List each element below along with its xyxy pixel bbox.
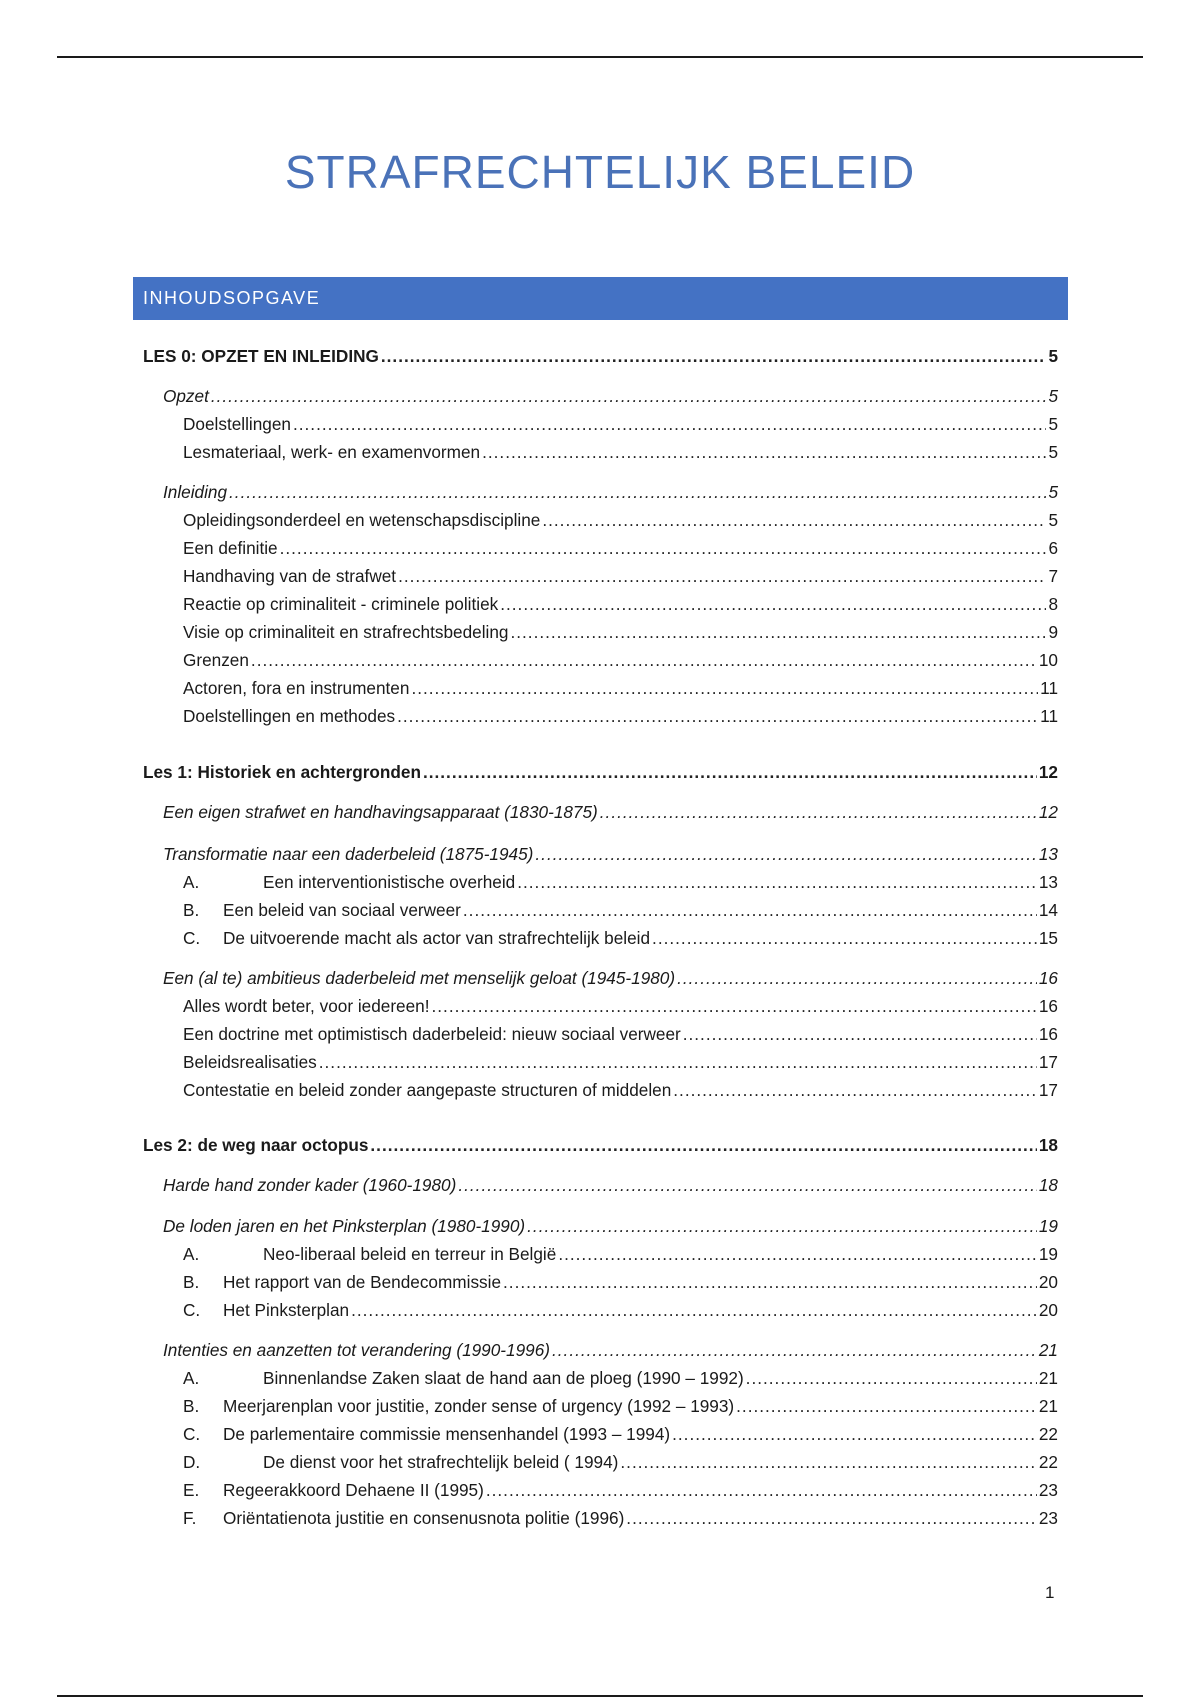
toc-entry-title: Een eigen strafwet en handhavingsapparaat (1830-1875) xyxy=(163,802,598,822)
toc-entry-title: Actoren, fora en instrumenten xyxy=(183,678,410,698)
toc-entry-page: 18 xyxy=(1038,1135,1058,1155)
toc-entry-opzet[interactable] xyxy=(163,385,1058,407)
toc-entry-title: Beleidsrealisaties xyxy=(183,1052,317,1072)
toc-entry-title: Handhaving van de strafwet xyxy=(183,566,397,586)
toc-entry-page: 20 xyxy=(1038,1272,1058,1292)
toc-entry-title: Oriëntatienota justitie en consenusnota politie (1996) xyxy=(223,1508,625,1528)
toc-entry-title: De uitvoerende macht als actor van strafrechtelijk beleid xyxy=(223,928,651,948)
toc-entry[interactable] xyxy=(183,565,1058,587)
toc-entry[interactable] xyxy=(183,705,1058,727)
toc-entry-page: 22 xyxy=(1038,1452,1058,1472)
toc-entry-page: 16 xyxy=(1038,1024,1058,1044)
toc-entry-page: 17 xyxy=(1038,1052,1058,1072)
toc-entry[interactable] xyxy=(183,1395,1058,1417)
toc-entry-page: 23 xyxy=(1038,1508,1058,1528)
toc-entry[interactable] xyxy=(183,537,1058,559)
toc-entry-page: 22 xyxy=(1038,1424,1058,1444)
toc-entry[interactable] xyxy=(183,677,1058,699)
toc-entry-title: Contestatie en beleid zonder aangepaste structuren of middelen xyxy=(183,1080,672,1100)
toc-entry-page: 19 xyxy=(1038,1216,1058,1236)
toc-entry[interactable] xyxy=(183,649,1058,671)
toc-entry-les0[interactable] xyxy=(143,345,1058,367)
toc-entry[interactable] xyxy=(163,1215,1058,1237)
toc-entry-page: 19 xyxy=(1038,1244,1058,1264)
toc-entry[interactable] xyxy=(183,871,1058,893)
toc-entry-page: 11 xyxy=(1040,678,1058,698)
toc-entry-page: 14 xyxy=(1038,900,1058,920)
toc-entry[interactable] xyxy=(163,1339,1058,1361)
toc-entry-label: B. xyxy=(183,900,200,920)
toc-entry[interactable] xyxy=(183,1451,1058,1473)
toc-entry[interactable] xyxy=(183,593,1058,615)
toc-entry-les1[interactable] xyxy=(143,761,1058,783)
toc-entry-title: De loden jaren en het Pinksterplan (1980-1990) xyxy=(163,1216,526,1236)
toc-entry-label: A. xyxy=(183,1368,200,1388)
toc-entry[interactable] xyxy=(183,899,1058,921)
toc-entry-page: 11 xyxy=(1040,706,1058,726)
toc-entry-page: 12 xyxy=(1038,802,1058,822)
toc-entry-title: Meerjarenplan voor justitie, zonder sense of urgency (1992 – 1993) xyxy=(223,1396,735,1416)
toc-entry-title: Doelstellingen xyxy=(183,414,291,434)
toc-entry-title: Het rapport van de Bendecommissie xyxy=(223,1272,502,1292)
toc-entry-title: Een beleid van sociaal verweer xyxy=(223,900,461,920)
toc-entry-title: Harde hand zonder kader (1960-1980) xyxy=(163,1175,457,1195)
toc-entry-label: A. xyxy=(183,1244,200,1264)
toc-entry[interactable] xyxy=(183,441,1058,463)
toc-entry[interactable] xyxy=(163,843,1058,865)
toc-entry-title: Visie op criminaliteit en strafrechtsbedeling xyxy=(183,622,509,642)
toc-entry-title: Regeerakkoord Dehaene II (1995) xyxy=(223,1480,484,1500)
toc-entry-page: 13 xyxy=(1038,872,1058,892)
toc-entry[interactable] xyxy=(183,1299,1058,1321)
toc-entry[interactable] xyxy=(183,927,1058,949)
toc-entry[interactable] xyxy=(183,1479,1058,1501)
toc-entry-page: 23 xyxy=(1038,1480,1058,1500)
toc-entry-title: De parlementaire commissie mensenhandel (1993 – 1994) xyxy=(223,1424,671,1444)
document-title: STRAFRECHTELIJK BELEID xyxy=(284,146,916,198)
toc-entry[interactable] xyxy=(183,1423,1058,1445)
toc-entry-title: Alles wordt beter, voor iedereen! xyxy=(183,996,430,1016)
toc-entry-page: 13 xyxy=(1038,844,1058,864)
toc-entry[interactable] xyxy=(183,413,1058,435)
toc-entry-inleiding[interactable] xyxy=(163,481,1058,503)
toc-entry-page: 5 xyxy=(1048,510,1058,530)
toc-entry-label: E. xyxy=(183,1480,200,1500)
toc-entry[interactable] xyxy=(183,1079,1058,1101)
toc-entry-title: Lesmateriaal, werk- en examenvormen xyxy=(183,442,481,462)
toc-entry-title: Inleiding xyxy=(163,482,228,502)
toc-entry-page: 7 xyxy=(1048,566,1058,586)
toc-entry[interactable] xyxy=(183,1507,1058,1529)
toc-entry-label: D. xyxy=(183,1452,201,1472)
toc-entry-title: Een (al te) ambitieus daderbeleid met menselijk geloat (1945-1980) xyxy=(163,968,676,988)
toc-entry-les2[interactable] xyxy=(143,1134,1058,1156)
toc-entry[interactable] xyxy=(163,1174,1058,1196)
toc-entry-label: B. xyxy=(183,1272,200,1292)
toc-entry[interactable] xyxy=(183,1271,1058,1293)
toc-entry-label: C. xyxy=(183,1300,201,1320)
toc-entry-title: Een interventionistische overheid xyxy=(263,872,516,892)
toc-entry-title: Les 1: Historiek en achtergronden xyxy=(143,762,421,782)
toc-entry-page: 5 xyxy=(1048,414,1058,434)
toc-entry-title: Een doctrine met optimistisch daderbeleid: nieuw sociaal verweer xyxy=(183,1024,681,1044)
toc-entry-label: B. xyxy=(183,1396,200,1416)
toc-entry-title: Een definitie xyxy=(183,538,278,558)
toc-entry-title: Opzet xyxy=(163,386,209,406)
toc-entry-page: 5 xyxy=(1048,482,1058,502)
toc-entry-title: Neo-liberaal beleid en terreur in België xyxy=(263,1244,557,1264)
toc-entry-page: 15 xyxy=(1038,928,1058,948)
toc-entry-page: 17 xyxy=(1038,1080,1058,1100)
toc-heading-text: INHOUDSOPGAVE xyxy=(143,288,321,308)
toc-entry-title: Binnenlandse Zaken slaat de hand aan de ploeg (1990 – 1992) xyxy=(263,1368,744,1388)
toc-entry-page: 5 xyxy=(1048,386,1058,406)
toc-entry-page: 6 xyxy=(1048,538,1058,558)
toc-entry-page: 21 xyxy=(1038,1368,1058,1388)
toc-entry[interactable] xyxy=(183,1051,1058,1073)
toc-entry-page: 20 xyxy=(1038,1300,1058,1320)
toc-entry-page: 21 xyxy=(1038,1396,1058,1416)
toc-entry-title: Les 2: de weg naar octopus xyxy=(143,1135,369,1155)
toc-entry-title: Reactie op criminaliteit - criminele politiek xyxy=(183,594,499,614)
page-number: 1 xyxy=(1045,1583,1055,1602)
toc-entry-title: LES 0: OPZET EN INLEIDING xyxy=(143,346,379,366)
toc-entry-title: De dienst voor het strafrechtelijk beleid ( 1994) xyxy=(263,1452,619,1472)
toc-entry-title: Het Pinksterplan xyxy=(223,1300,350,1320)
toc-entry[interactable] xyxy=(183,1243,1058,1265)
toc-entry[interactable] xyxy=(183,621,1058,643)
toc-entry-page: 18 xyxy=(1038,1175,1058,1195)
toc-entry-page: 21 xyxy=(1038,1340,1058,1360)
toc-entry[interactable] xyxy=(183,509,1058,531)
toc-entry-label: C. xyxy=(183,928,201,948)
toc-entry-title: Grenzen xyxy=(183,650,249,670)
toc-entry[interactable] xyxy=(183,995,1058,1017)
toc-entry-page: 16 xyxy=(1038,968,1058,988)
toc-entry-page: 10 xyxy=(1038,650,1058,670)
toc-entry[interactable] xyxy=(183,1023,1058,1045)
toc-entry-page: 5 xyxy=(1048,346,1058,366)
toc-entry-page: 16 xyxy=(1038,996,1058,1016)
toc-entry-page: 8 xyxy=(1048,594,1058,614)
toc-entry[interactable] xyxy=(163,801,1058,823)
toc-entry-page: 9 xyxy=(1048,622,1058,642)
toc-entry-title: Transformatie naar een daderbeleid (1875-1945) xyxy=(163,844,534,864)
toc-entry[interactable] xyxy=(183,1367,1058,1389)
toc-entry-page: 5 xyxy=(1048,442,1058,462)
toc-entry-page: 12 xyxy=(1038,762,1058,782)
toc-entry-title: Doelstellingen en methodes xyxy=(183,706,396,726)
toc-entry[interactable] xyxy=(163,967,1058,989)
toc-entry-label: A. xyxy=(183,872,200,892)
toc-entry-title: Opleidingsonderdeel en wetenschapsdiscipline xyxy=(183,510,541,530)
toc-entry-label: F. xyxy=(183,1508,197,1528)
toc-entry-title: Intenties en aanzetten tot verandering (1990-1996) xyxy=(163,1340,550,1360)
toc-entry-label: C. xyxy=(183,1424,201,1444)
bottom-rule xyxy=(57,1695,1143,1697)
